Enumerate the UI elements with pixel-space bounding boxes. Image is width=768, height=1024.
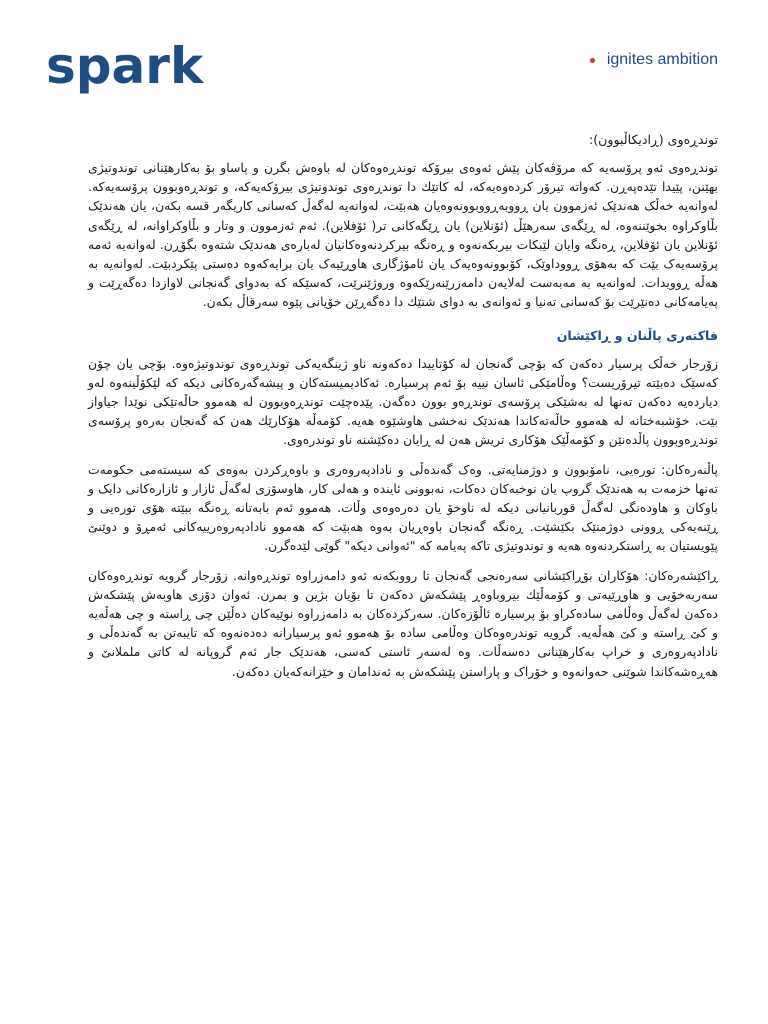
paragraph-push-pull-intro: زۆرجار خەڵک پرسیار دەکەن کە بۆچی گەنجان لە کۆتاییدا دەکەونە ناو ژینگەیەکی توندڕەوی توندوتیژەوە. بۆچی یان چۆن کەسێک دەبێتە تیرۆریست؟ وەڵامێکی ئاسان نییە بۆ ئەم پرسیارە. ئەکادیمیستەکان و پیشەگەرەکانی دیکە کە لێکۆڵینەوە لەو دیاردەیە دەکەن تەنها لە بەشێکی پرۆسەی توندڕەو بوون دەگەن. پێدەچێت توندڕەوبوون لە هەموو حاڵەتێکی نوێدا جیاواز بێت. خۆشبەختانە لە هەموو حاڵەتەکاندا هەندێک نەخشی هاوشێوە هەیە. کۆمەڵە هۆکارێك هەن کە گەنجان بەرەو پرۆسەی توندڕەوبوون پاڵدەنێن و کۆمەڵێک هۆکاری تریش هەن لە ڕایان دەکێشنە ناو توندرەوی. (88, 355, 718, 448)
paragraph-push-factors: پاڵنەرەکان: تورەیی، نامۆبوون و دوژمنایەتی. وەک گەندەڵی و نادادپەروەری و باوەڕکردن بەوەی کە سیستەمی حکومەت تەنها خزمەت بە هەندێک گروپ یان نوخبەکان دەکات، نەبوونی ئاینده و هەلی کار، هاوسۆزی لەگەڵ ئازار و ئازارەکانی دایک و باوکان و هاودەنگی لەگەڵ قوربانیانی دیکە لە ناوخۆ یان دەرەوەی وڵات. هەموو ئەم بابەتانە ڕەنگە ببێتە هۆی تورەیی و ڕێنەیەکی ڕوونی دوژمنێک بکێشێت. ڕەنگە گەنجان باوەڕیان بەوە هەبێت کە هەموو نادادپەروەرییەکانی ئەمڕۆ و دوێنێ پێویستیان بە ڕاستکردنەوە هەیە و توندوتیژی تاکە پەیامە کە "ئەوانی دیکە" گوێی لێدەگرن. (88, 461, 718, 554)
paragraph-radicalization-definition: توندڕەوی ئەو پرۆسەیە کە مرۆڤەکان پێش ئەوەی بیرۆکە توندڕەوەکان لە باوەش بگرن و پاساو بۆ بەکارهێنانی توندوتیژی بهێنن، پێیدا تێدەپەڕن. کەواتە تیرۆر کردەوەیەکە، لە کاتێك دا توندڕەوی توندوتیژی بیرۆکەیەکە، و توندڕەوبوون پرۆسەیەکە. لەوانەیە خەڵک هەندێک ئەزموون یان ڕووبەڕووبوونەوەیان هەبێت، لەوانەیە لەگەڵ کەسانی کاریگەر قسە بکەن، یان هەندێک بڵاوکراوە بخوێننەوە، لە ڕێگەی سەرهێڵ (ئۆنلاین) یان ڕێگەکانی تر( ئۆفلاین). ئەم ئەزموون و وتار و بڵاوکراوانە، لە ڕێگەی ئۆنلاین یان ئۆفلاین، ڕەنگە وایان لێبکات بیربکەنەوە و ڕەنگە بیرکردنەوەکانیان لەبارەی هەندێک شتەوە بگۆڕن. لەوانەیە ئەمە پرۆسەیەک بێت کە بەهۆی ڕووداوێک، کۆبوونەوەیەک یان ئامۆژگاری هاوڕێیەک یان برایەکەوە دەستی پێکردبێت. لەوانەیە بە هەڵە ڕوویدات. لەوانەیە بە مەبەست لەلایەن دامەزرێنەرێکەوە وروژێنرێت، کەسێکە کە بەدوای گەنجانی لاوازدا دەگەڕێت و پەیامەکانی دەنێرێت بۆ کەسانی تەنیا و ئەوانەی بە دوای شتێك دا دەگەڕێن خۆیانی پێوە سەرقاڵ بکەن. (88, 160, 718, 310)
bullet-dot-icon (590, 58, 595, 63)
spark-logo: spark (46, 37, 204, 95)
section-heading-push-pull-factors: فاکتەری پاڵنان و ڕاکێشان (556, 327, 718, 343)
paragraph-pull-factors: ڕاکێشەرەکان: هۆکاران بۆڕاکێشانی سەرەنجی گەنجان تا رووبکەنە ئەو دامەزراوە توندڕەوانە. زۆرجار گرویە توندڕەوەکان سەربەخۆیی و هاوڕێیەتی و کۆمەڵێك بیروباوەڕ پێشکەش دەکەن تا بۆیان بژین و بمرن. ئەوان دۆزی هاوبەش پێشکەش دەکەن لەگەڵ وەڵامی سادەکراو بۆ پرسیارە ئاڵۆزەکان. سەرکردەکان بە دامەزراوە نوێیەکان دەڵێن چی ڕاستە و چی هەڵەیە و کێ ڕاستە و کێ هەڵەیە. گرویە توندرەوەکان وەڵامی سادە بۆ هەموو ئەو پرسیارانە دەدەنەوە کە تایبەتن بە گەندەڵی و نادادپەروەری و خراپ بەکارهێنانی دەسەڵات. وە لەسەر ئاستی کەسی، هەندێک جار ئەم گروپانە لە کاتی ململانێ و هەڕەشەکاندا شوێنی حەوانەوە و خۆراک و پاراستن پێشکەش بە ئەندامان و خێزانەکەیان دەکەن. (88, 567, 718, 679)
tagline-text: ignites ambition (606, 51, 718, 68)
page-header (46, 36, 718, 96)
tagline-group (590, 50, 718, 70)
document-body (88, 130, 718, 691)
section-heading-radicalization: توندڕەوی (ڕادیکاڵبوون): (589, 132, 718, 147)
